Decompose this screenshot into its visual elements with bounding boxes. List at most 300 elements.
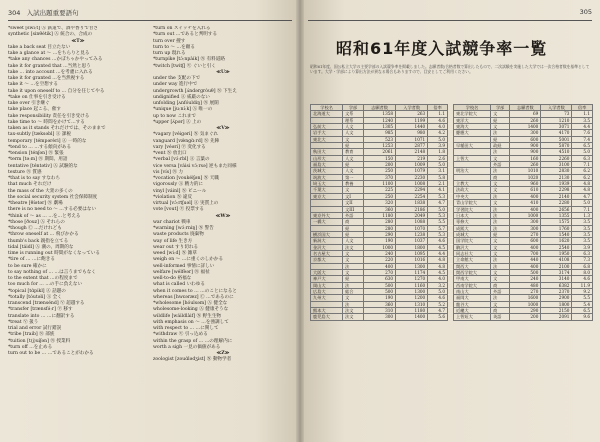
vocab-entry: tentative [téntətiv] Ⓐ 試験的な [8, 163, 78, 169]
table-cell: 5.2 [428, 301, 448, 307]
vocab-entry: thumb's back 親指を立てる [8, 238, 69, 244]
vocab-entry: take responsibility 責任を引き受ける [8, 113, 90, 119]
table-cell: 2.6 [428, 155, 448, 161]
table-cell: 2254 [396, 193, 428, 199]
table-cell: 文 [491, 111, 510, 117]
vocab-entry: *tension [ténʃən] Ⓝ 緊張 [8, 151, 64, 156]
table-cell: 外語 [491, 162, 510, 168]
table-cell: 630 [363, 276, 395, 282]
table-cell: 1939 [541, 181, 572, 187]
vocab-entry: time is running out 時間がなくなっている [8, 251, 101, 256]
table-cell: 東京大 [311, 193, 343, 199]
table-cell: 4510 [541, 149, 572, 155]
vocab-entry: tax-subtly [tæksəbl] Ⓐ 課税 [8, 132, 71, 138]
vocab-entry: waste products 廃棄物 [153, 232, 204, 238]
table-cell: 文 [343, 295, 364, 301]
table-cell: 西南学院大 [454, 282, 491, 288]
vocab-entry: undignified Ⓐ 威厳のない [153, 94, 210, 100]
vocab-column-1 [8, 26, 148, 357]
table-cell: 立命館大 [454, 257, 491, 263]
table-cell: 1.1 [572, 111, 593, 117]
table-cell: 500 [363, 282, 395, 288]
table-cell: 310 [363, 308, 395, 314]
vocab-entry: transcend [trænsénd] Ⓥ 超越する [8, 301, 85, 306]
table-cell: 260 [510, 117, 541, 123]
competition-table-1 [310, 104, 448, 321]
table-cell: 文 [491, 250, 510, 256]
column-header: 学部 [343, 105, 364, 111]
vocab-entry: turn out to be … …であることがわかる [8, 351, 94, 356]
table-cell: 岩手大 [311, 130, 343, 136]
table-cell: 法 [491, 168, 510, 174]
table-cell: 文I [343, 193, 364, 199]
table-cell: 法 [491, 225, 510, 231]
table-cell: 480 [510, 282, 541, 288]
table-cell: 外語 [343, 212, 364, 218]
table-cell: 文 [491, 301, 510, 307]
table-cell: 6.2 [572, 168, 593, 174]
table-cell: 9.6 [572, 314, 593, 320]
table-cell: 一橋大 [311, 219, 343, 225]
section-heading: ≪U≫ [216, 69, 230, 75]
table-cell: 5.6 [428, 314, 448, 320]
table-cell: 5.0 [428, 162, 448, 168]
vocab-entry: trial and error 試行錯誤 [8, 326, 62, 331]
table-cell: 360 [363, 206, 395, 212]
table-cell: 2148 [396, 149, 428, 155]
table-cell: 5.0 [428, 206, 448, 212]
page-header [8, 8, 79, 17]
vocab-entry: vice versa [váisi vɔ́ːrsə] 逆もまた同様 [153, 163, 237, 169]
vocab-entry: whereas [hwɛəræz] Ⓒ …であるのに [153, 294, 234, 300]
table-cell: 4.8 [572, 187, 593, 193]
vocab-entry: to say nothing of … …は言うまでもなく [8, 269, 96, 275]
vocab-entry: within the grasp of … …の理解内に [153, 338, 233, 344]
page-title: 昭和61年度入試競争率一覧 [336, 39, 548, 58]
vocab-entry: turn up 現れる [153, 51, 186, 56]
table-cell: 文 [491, 269, 510, 275]
table-cell: 2230 [396, 174, 428, 180]
table-cell: 1180 [396, 308, 428, 314]
table-cell: 商 [491, 282, 510, 288]
table-cell: 法 [343, 282, 364, 288]
table-cell: 経 [491, 231, 510, 237]
table-cell: 1800 [541, 301, 572, 307]
vocab-entry: virtual [vɔ́ːrtʃuəl] Ⓐ 実質上の [153, 201, 219, 206]
table-cell: 320 [363, 200, 395, 206]
table-cell: 190 [363, 295, 395, 301]
table-cell: 3.5 [572, 117, 593, 123]
table-cell: 2900 [541, 295, 572, 301]
vocab-entry: way of life 生き方 [153, 238, 193, 244]
vocab-entry: with respect to … …に関して [153, 326, 219, 331]
table-cell: 1253 [363, 143, 395, 149]
section-heading: ≪Z≫ [216, 351, 230, 356]
table-cell: 法 [491, 206, 510, 212]
table-cell: 法 [491, 212, 510, 218]
vocab-entry: *that is to say すなわち [8, 176, 61, 181]
table-cell: 成蹊大 [454, 225, 491, 231]
table-cell: 5.7 [428, 225, 448, 231]
table-cell: 400 [510, 244, 541, 250]
table-cell: 1800 [396, 244, 428, 250]
vocab-entry: *verbal [vɔ́ːrbl] Ⓐ 言葉の [153, 157, 210, 163]
table-cell: 神戸大 [311, 276, 343, 282]
table-cell: 500 [510, 269, 541, 275]
page-number: 305 [579, 8, 592, 16]
table-cell: 2294 [396, 187, 428, 193]
table-cell: 1070 [396, 225, 428, 231]
table-cell: 200 [363, 162, 395, 168]
vocab-entry: *turn off …を止める [8, 344, 53, 350]
table-cell: 3071 [541, 124, 572, 130]
table-cell: 法文 [343, 244, 364, 250]
table-cell: 1620 [541, 238, 572, 244]
table-cell: 700 [510, 250, 541, 256]
table-cell: 7.6 [572, 130, 593, 136]
vocab-entry: the social security system 社会保障制度 [8, 194, 98, 200]
table-cell: 200 [510, 314, 541, 320]
vocab-entry: vary [véəri] Ⓥ 変化する [153, 144, 206, 150]
vocab-entry: *twitch [twitʃ] Ⓥ ぐいと引く [153, 63, 216, 69]
table-cell: 法 [491, 295, 510, 301]
table-cell: 4.1 [428, 187, 448, 193]
vocab-entry: *term [təːm] Ⓝ 期間、用語 [8, 157, 68, 163]
table-cell: 280 [363, 225, 395, 231]
vocab-entry: *tribe [traib] Ⓝ 部族 [8, 332, 55, 338]
vocab-entry: *tend to … …する傾向がある [8, 144, 72, 150]
table-cell: 2091 [541, 314, 572, 320]
table-cell: 240 [363, 250, 395, 256]
table-cell: 人文 [343, 130, 364, 136]
vocab-entry: *throw oneself at … 飛びかかる [8, 232, 79, 238]
table-cell: 1.3 [572, 212, 593, 218]
table-cell: 5001 [541, 136, 572, 142]
table-cell: 5.0 [572, 200, 593, 206]
table-cell: 1600 [510, 295, 541, 301]
table-cell: 4.6 [428, 295, 448, 301]
page-header-title: 入試出題重要語句 [26, 9, 79, 17]
table-cell: 1238 [396, 231, 428, 237]
column-header: 学校名 [454, 105, 491, 111]
vocab-entry: *vagary [véigəri] Ⓝ 気まぐれ [153, 132, 219, 138]
vocab-entry: *vent Ⓝ 放出口 [153, 151, 187, 156]
vocab-entry: war chariot 戦車 [153, 219, 191, 225]
table-cell: 1540 [541, 231, 572, 237]
table-cell: 400 [510, 206, 541, 212]
vocab-entry: zoologist [zouɑ́lədʒist] Ⓝ 動物学者 [153, 357, 232, 363]
table-cell: 3.1 [428, 168, 448, 174]
table-cell: 270 [510, 231, 541, 237]
table-cell: 日本大 [454, 212, 491, 218]
vocab-entry: with emphasis on ～ …を強調して [153, 319, 229, 325]
table-cell: 4.7 [428, 308, 448, 314]
table-cell: 経 [343, 162, 364, 168]
table-cell: 九州大 [311, 295, 343, 301]
table-cell: 1088 [396, 219, 428, 225]
table-cell: 300 [510, 225, 541, 231]
table-cell: 219 [396, 155, 428, 161]
table-cell: 3.5 [572, 238, 593, 244]
table-cell: 980 [396, 130, 428, 136]
intro-text: 昭和61年度、国公私立大学の主要学部の入試競争率を掲載しました。志願者数/合格者数で算出したもので、二次試験を実施した大学では一次合格者数を基準としています。大学・学部により算出方法が異なる場合もありますので、目安としてご利用ください。 [310, 64, 590, 75]
table-cell: 関西大 [454, 263, 491, 269]
table-cell: 1300 [396, 288, 428, 294]
table-cell: 4.4 [428, 250, 448, 256]
table-cell: 埼玉大 [311, 181, 343, 187]
vocab-entry: wholesome-looking Ⓐ 健康そうな [153, 307, 229, 313]
table-cell: 2877 [396, 143, 428, 149]
table-cell: 東北大 [311, 136, 343, 142]
table-cell: 文 [491, 238, 510, 244]
vocab-column-2 [153, 26, 293, 364]
vocab-entry: well-informed 事情に詳しい [153, 263, 215, 269]
table-cell: 5.0 [572, 149, 593, 155]
vocab-entry: unfolding [ʌnfóuldiŋ] Ⓝ 展開 [153, 101, 219, 106]
table-cell: 理系 [343, 117, 364, 123]
table-cell: 文 [491, 181, 510, 187]
table-cell: 経 [491, 136, 510, 142]
column-header: 倍率 [572, 105, 593, 111]
table-cell: 2100 [541, 263, 572, 269]
table-cell: 商 [343, 219, 364, 225]
table-cell: 金沢大 [311, 244, 343, 250]
table-cell: 1305 [363, 124, 395, 130]
vocab-entry: take it upon oneself to … 自分を任じてやる [8, 88, 105, 94]
table-cell: 経 [343, 225, 364, 231]
table-cell: 1200 [396, 295, 428, 301]
table-cell: 263 [396, 111, 428, 117]
table-cell: 東北学院大 [454, 111, 491, 117]
table-cell: 1174 [396, 269, 428, 275]
table-cell: 3.2 [428, 282, 448, 288]
table-cell: 5.0 [428, 288, 448, 294]
table-cell: 360 [363, 301, 395, 307]
table-cell: 300 [510, 130, 541, 136]
vocab-entry: temporary [témpərèri] Ⓐ 一時的な [8, 138, 87, 144]
table-cell: 立教大 [454, 181, 491, 187]
table-cell: 専修大 [454, 219, 491, 225]
vocab-entry: take a glance at ～ …をちらりと見る [8, 51, 90, 56]
table-cell: 3.9 [572, 244, 593, 250]
vocab-entry: vanguard [vǽngɑ̀ːrd] Ⓝ 先陣 [153, 138, 220, 144]
table-cell: 文 [491, 244, 510, 250]
table-cell: 1037 [396, 238, 428, 244]
table-cell: 4.4 [572, 124, 593, 130]
table-cell: 福島大 [311, 162, 343, 168]
table-cell: 1016 [396, 257, 428, 263]
table-cell: 5.0 [428, 136, 448, 142]
table-cell: 8.0 [572, 269, 593, 275]
table-cell: 1020 [510, 174, 541, 180]
vocab-entry: *though Ⓒ …だけれども [8, 226, 62, 231]
table-cell: 400 [510, 193, 541, 199]
table-cell: 2260 [541, 155, 572, 161]
table-cell: 人文 [343, 168, 364, 174]
section-heading: ≪W≫ [215, 213, 231, 219]
table-cell: 410 [510, 200, 541, 206]
vocab-entry: *warning [wɔ́ːrniŋ] Ⓝ 警告 [153, 226, 214, 231]
table-cell: 1009 [396, 162, 428, 168]
table-cell: 4.5 [428, 244, 448, 250]
column-header: 学校名 [311, 105, 343, 111]
table-cell: 1400 [510, 124, 541, 130]
table-cell: 1180 [363, 212, 395, 218]
table-cell: 1160 [396, 282, 428, 288]
vocab-entry: *theatre [θíətər] Ⓝ 劇場 [8, 201, 63, 206]
vocab-entry: under the 支配の下で [153, 76, 201, 81]
table-cell: 1071 [396, 136, 428, 142]
vocab-entry: that much それだけ [8, 182, 52, 188]
table-cell: 6.2 [572, 174, 593, 180]
table-cell: 5870 [541, 143, 572, 149]
table-cell: 1000 [510, 212, 541, 218]
vocab-entry: take it for granted that …当然と思う [8, 63, 91, 69]
vocab-entry: take place 起こる、催す [8, 107, 62, 113]
table-cell: 4.0 [428, 124, 448, 130]
table-cell: 文 [491, 155, 510, 161]
table-cell: 300 [510, 219, 541, 225]
table-cell: 法 [343, 263, 364, 269]
vocab-entry: *transfer [trænsfə́ːr] Ⓥ 移す [8, 307, 73, 313]
table-cell: 3.9 [428, 143, 448, 149]
table-cell: 外語 [491, 288, 510, 294]
table-cell: 3140 [541, 276, 572, 282]
vocab-entry: turn to ～ …を頼る [153, 44, 195, 50]
vocab-entry: take it for granted …を当然視する [8, 76, 85, 81]
vocab-entry: well-to-do 裕福な [153, 276, 192, 281]
table-cell: 1838 [396, 200, 428, 206]
vocab-entry: *tuition [t(j)uíʃən] Ⓝ 授業料 [8, 338, 71, 344]
table-cell: 6382 [541, 282, 572, 288]
table-cell: 2150 [541, 308, 572, 314]
table-cell: 文 [343, 257, 364, 263]
table-cell: 同志社大 [454, 250, 491, 256]
table-cell: 1310 [396, 301, 428, 307]
table-cell: 経 [343, 276, 364, 282]
table-cell: 文 [343, 250, 364, 256]
table-cell: 明治大 [454, 168, 491, 174]
table-cell: 300 [363, 314, 395, 320]
table-cell: 1079 [396, 168, 428, 174]
table-cell: 4.8 [428, 263, 448, 269]
table-cell: 熊本大 [311, 308, 343, 314]
vocab-entry: *tire of … …に飽きる [8, 257, 55, 263]
table-cell: 400 [363, 263, 395, 269]
vocab-entry: vigorously Ⓐ 精力的に [153, 182, 204, 188]
table-cell: 6.8 [572, 263, 593, 269]
table-cell: 1270 [396, 276, 428, 282]
table-cell: 4.8 [572, 181, 593, 187]
vocab-entry: there is no need to ～ …する必要はない [8, 207, 97, 213]
table-cell: 1010 [510, 168, 541, 174]
table-cell: 中央大 [454, 193, 491, 199]
table-cell: 文II [343, 200, 364, 206]
header-rule [308, 20, 592, 21]
table-cell: 福岡大 [454, 295, 491, 301]
table-cell: 学習院大 [454, 206, 491, 212]
table-cell: 7.1 [572, 206, 593, 212]
table-cell: 4.6 [572, 276, 593, 282]
table-cell: 1.1 [428, 111, 448, 117]
table-cell: 73 [541, 111, 572, 117]
table-cell: 文 [343, 269, 364, 275]
vocab-entry: synthetic [sinθétik] Ⓐ 統合の、合成の [8, 32, 93, 38]
book-gutter [296, 0, 304, 442]
vocab-entry: *withdraw Ⓥ 引っ込める [153, 332, 208, 338]
table-cell: 3.5 [572, 231, 593, 237]
table-cell: 250 [363, 168, 395, 174]
table-cell: 1760 [541, 225, 572, 231]
vocab-entry: worth a sigh 一見の価値がある [153, 344, 221, 350]
table-cell: 茨城大 [311, 168, 343, 174]
table-cell: 秋田大 [311, 149, 343, 155]
table-cell: 商 [491, 308, 510, 314]
vocab-entry: take time to ～ 時間をかけて…する [8, 119, 85, 125]
table-cell: 190 [363, 238, 395, 244]
table-cell: 1400 [396, 314, 428, 320]
vocab-entry: wildlife [wáildlàif] Ⓝ 野生生物 [153, 313, 222, 319]
vocab-entry: weed [wiːd] Ⓝ 雑草 [153, 251, 197, 256]
column-header: 学部 [491, 105, 510, 111]
table-cell: 政経 [491, 143, 510, 149]
table-cell: 5.5 [428, 219, 448, 225]
table-cell: 900 [510, 149, 541, 155]
table-cell: 1095 [396, 250, 428, 256]
column-header: 入学者数 [396, 105, 428, 111]
table-cell: 1240 [363, 117, 395, 123]
table-cell: 5.3 [428, 231, 448, 237]
table-cell: 1950 [541, 250, 572, 256]
table-cell: 2130 [541, 174, 572, 180]
vocab-entry: taken as it stands それだけでは、そのままで [8, 126, 106, 131]
table-cell: 人文 [343, 238, 364, 244]
table-cell: 1199 [396, 117, 428, 123]
table-cell: 160 [510, 155, 541, 161]
table-cell: 523 [363, 136, 395, 142]
table-cell: 法 [491, 257, 510, 263]
vocab-entry: take a back seat 目立たない [8, 44, 71, 50]
table-cell: 960 [510, 181, 541, 187]
table-cell: 文系 [343, 111, 364, 117]
table-cell: 4.8 [428, 257, 448, 263]
table-cell: 1575 [541, 219, 572, 225]
table-cell: 文 [491, 276, 510, 282]
table-cell: 新潟大 [311, 238, 343, 244]
table-cell: 鹿児島大 [311, 314, 343, 320]
table-cell: 7.4 [572, 136, 593, 142]
table-cell: 250 [363, 193, 395, 199]
vocab-entry: vis [vís] Ⓝ 力 [153, 169, 183, 175]
vocab-entry: *upper [ʌ́pər] Ⓐ 上の [153, 119, 202, 125]
table-cell: 慶應大 [454, 130, 491, 136]
table-cell: 法 [491, 130, 510, 136]
vocab-entry: texture Ⓝ 質感 [8, 169, 42, 175]
table-cell: 4108 [541, 257, 572, 263]
table-cell: 横浜国大 [311, 231, 343, 237]
table-cell: 280 [363, 219, 395, 225]
table-cell: 4.6 [428, 117, 448, 123]
table-cell: 弘前大 [311, 124, 343, 130]
table-cell: 教育 [343, 149, 364, 155]
column-header: 入学者数 [541, 105, 572, 111]
table-cell: 4.7 [428, 200, 448, 206]
table-cell: 名古屋大 [311, 250, 343, 256]
table-cell: 経 [343, 231, 364, 237]
vocab-entry: translate into … …に翻訳する [8, 313, 75, 319]
table-cell: 成城大 [454, 231, 491, 237]
table-cell: 5.4 [572, 301, 593, 307]
